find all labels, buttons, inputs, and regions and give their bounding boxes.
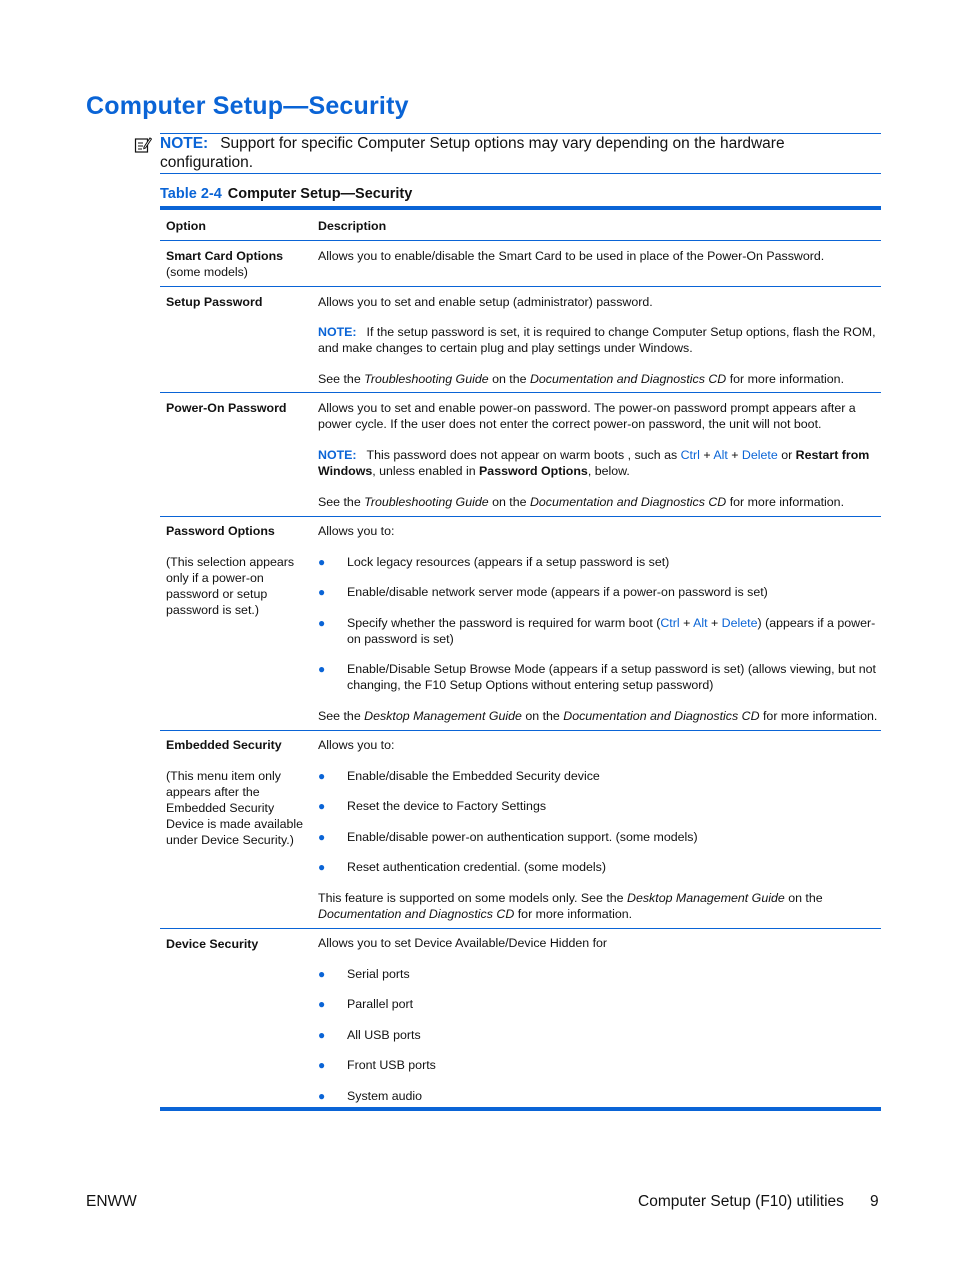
- row-divider: [160, 516, 881, 517]
- row-divider: [160, 928, 881, 929]
- note-setup-password: [318, 324, 878, 356]
- bullet-icon: ●: [318, 616, 326, 630]
- footer-page-number: 9: [870, 1193, 879, 1210]
- note-power-on-password: NOTE: This password does not appear on warm boots , such as Ctrl + Alt + Delete or Restart from Windows, unless enabled in Password Options, below.: [318, 448, 870, 478]
- row-divider: [160, 286, 881, 287]
- option-password-options: Password Options: [166, 524, 275, 538]
- option-setup-password: Setup Password: [166, 295, 263, 309]
- table-caption: [160, 186, 412, 202]
- desc-password-options: Allows you to:: [318, 524, 395, 538]
- bullet-icon: ●: [318, 1089, 326, 1103]
- page-title: Computer Setup—Security: [86, 92, 409, 120]
- option-power-on-password: Power-On Password: [166, 401, 287, 415]
- option-smart-card: Smart Card Options: [166, 249, 284, 263]
- header-description: Description: [318, 219, 387, 233]
- option-smart-card-sub: (some models): [166, 265, 248, 279]
- key-ctrl: Ctrl: [680, 448, 700, 462]
- row-divider: [160, 240, 881, 241]
- desc-power-on-password: Allows you to set and enable power-on password. The power-on password prompt appears after a power cycle. If the user does not enter the correct power-on password, the unit will not boot.: [318, 401, 856, 431]
- bullet-icon: ●: [318, 1058, 326, 1072]
- table-bottom-rule: [160, 1107, 881, 1111]
- note-label: NOTE:: [318, 448, 357, 462]
- footer-section-title: Computer Setup (F10) utilities: [638, 1193, 844, 1210]
- list-item: Lock legacy resources (appears if a setup password is set): [347, 555, 670, 569]
- bullet-icon: ●: [318, 830, 326, 844]
- see-password-options: See the Desktop Management Guide on the Documentation and Diagnostics CD for more information.: [318, 709, 878, 723]
- list-item: Enable/disable the Embedded Security device: [347, 769, 600, 783]
- list-item: Enable/disable network server mode (appears if a power-on password is set): [347, 585, 768, 599]
- list-item: Serial ports: [347, 967, 410, 981]
- note-pencil-icon: [134, 136, 152, 154]
- see-power-on-password: See the Troubleshooting Guide on the Documentation and Diagnostics CD for more information.: [318, 495, 845, 509]
- list-item: All USB ports: [347, 1028, 421, 1042]
- bullet-icon: ●: [318, 662, 326, 676]
- header-option: Option: [166, 219, 206, 233]
- list-item: Enable/disable power-on authentication support. (some models): [347, 830, 698, 844]
- bullet-icon: ●: [318, 555, 326, 569]
- list-item: Specify whether the password is required for warm boot (Ctrl + Alt + Delete) (appears if a power-on password is set): [347, 616, 876, 646]
- bullet-icon: ●: [318, 769, 326, 783]
- bullet-icon: ●: [318, 967, 326, 981]
- list-item: Front USB ports: [347, 1058, 436, 1072]
- table-number: Table 2-4: [160, 186, 222, 202]
- see-setup-password: See the Troubleshooting Guide on the Documentation and Diagnostics CD for more information.: [318, 372, 845, 386]
- table-top-rule: [160, 206, 881, 210]
- note-body: If the setup password is set, it is required to change Computer Setup options, flash the ROM, and make changes to certain plug and play settings under Windows.: [318, 325, 876, 355]
- row-divider: [160, 392, 881, 393]
- list-item: Reset authentication credential. (some models): [347, 860, 606, 874]
- desc-smart-card: Allows you to enable/disable the Smart Card to be used in place of the Power-On Password.: [318, 249, 825, 263]
- option-embedded-security-sub: (This menu item only appears after the Embedded Security Device is made available under Device Security.): [166, 769, 304, 847]
- desc-embedded-security: Allows you to:: [318, 738, 395, 752]
- bullet-icon: ●: [318, 585, 326, 599]
- note-text: [160, 134, 860, 172]
- key-delete: Delete: [741, 448, 778, 462]
- desc-setup-password: Allows you to set and enable setup (administrator) password.: [318, 295, 653, 309]
- key-ctrl: Ctrl: [660, 616, 680, 630]
- note-label: NOTE:: [318, 325, 357, 339]
- list-item: System audio: [347, 1089, 423, 1103]
- list-item: Parallel port: [347, 997, 414, 1011]
- option-password-options-sub: (This selection appears only if a power-on password or setup password is set.): [166, 555, 295, 617]
- note-label: NOTE:: [160, 135, 209, 152]
- footer-left: ENWW: [86, 1193, 137, 1210]
- list-item: Reset the device to Factory Settings: [347, 799, 547, 813]
- desc-device-security: Allows you to set Device Available/Device Hidden for: [318, 936, 608, 950]
- option-device-security: Device Security: [166, 937, 259, 951]
- key-alt: Alt: [713, 448, 728, 462]
- row-divider: [160, 730, 881, 731]
- feature-embedded-security: This feature is supported on some models only. See the Desktop Management Guide on the Documentation and Diagnostics CD for more information.: [318, 891, 823, 921]
- key-delete: Delete: [721, 616, 758, 630]
- list-item: Enable/Disable Setup Browse Mode (appears if a setup password is set) (allows viewing, but not changing, the F10 Setup Options without entering setup password): [347, 662, 876, 692]
- bullet-icon: ●: [318, 860, 326, 874]
- bullet-icon: ●: [318, 799, 326, 813]
- option-embedded-security: Embedded Security: [166, 738, 282, 752]
- key-alt: Alt: [693, 616, 708, 630]
- bullet-icon: ●: [318, 997, 326, 1011]
- note-body: Support for specific Computer Setup options may vary depending on the hardware configuration.: [160, 135, 785, 171]
- bullet-icon: ●: [318, 1028, 326, 1042]
- table-caption-text: Computer Setup—Security: [227, 186, 413, 202]
